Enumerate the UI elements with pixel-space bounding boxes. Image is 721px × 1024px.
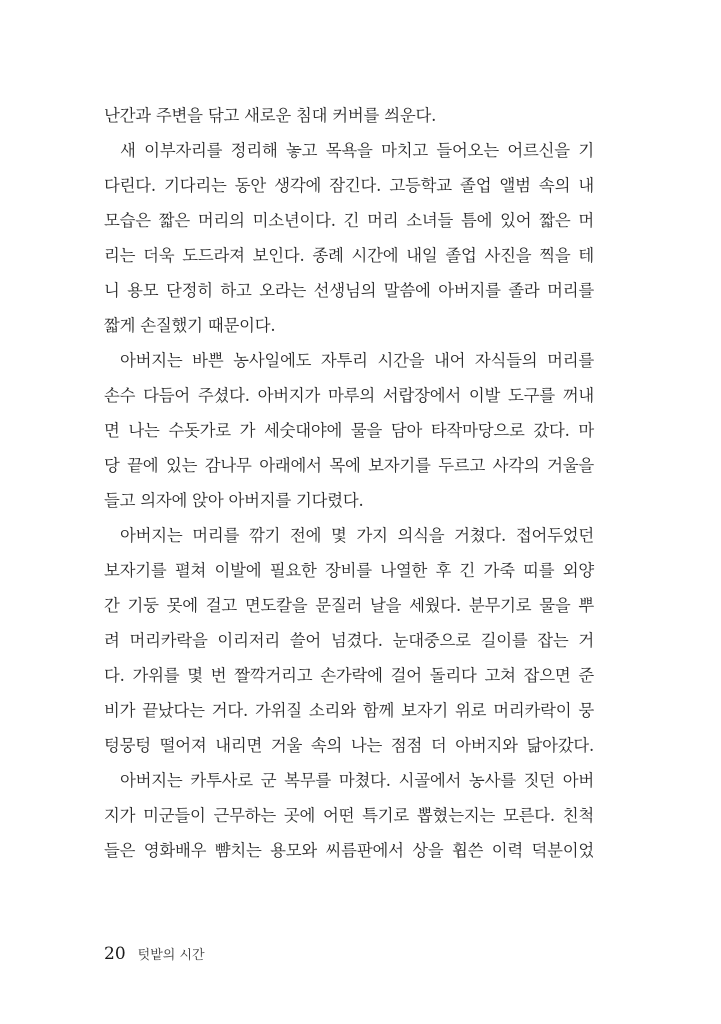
text-line: 다린다. 기다리는 동안 생각에 잠긴다. 고등학교 졸업 앨범 속의 내 bbox=[104, 176, 594, 195]
text-line: 비가 끝났다는 거다. 가위질 소리와 함께 보자기 위로 머리카락이 뭉 bbox=[104, 701, 594, 720]
text-line: 아버지는 바쁜 농사일에도 자투리 시간을 내어 자식들의 머리를 bbox=[120, 351, 594, 370]
page-footer bbox=[104, 944, 205, 972]
body-text bbox=[104, 98, 594, 868]
text-line: 아버지는 카투사로 군 복무를 마쳤다. 시골에서 농사를 짓던 아버 bbox=[120, 771, 594, 790]
running-title: 텃밭의 시간 bbox=[137, 948, 205, 963]
text-line: 려 머리카락을 이리저리 쓸어 넘겼다. 눈대중으로 길이를 잡는 거 bbox=[104, 631, 594, 650]
text-line: 니 용모 단정히 하고 오라는 선생님의 말씀에 아버지를 졸라 머리를 bbox=[104, 281, 594, 300]
text-line: 면 나는 수돗가로 가 세숫대야에 물을 담아 타작마당으로 갔다. 마 bbox=[104, 421, 594, 440]
text-line: 당 끝에 있는 감나무 아래에서 목에 보자기를 두르고 사각의 거울을 bbox=[104, 456, 594, 475]
text-line: 보자기를 펼쳐 이발에 필요한 장비를 나열한 후 긴 가죽 띠를 외양 bbox=[104, 561, 594, 580]
text-line: 다. 가위를 몇 번 짤깍거리고 손가락에 걸어 돌리다 고쳐 잡으면 준 bbox=[104, 666, 594, 685]
text-line: 모습은 짧은 머리의 미소년이다. 긴 머리 소녀들 틈에 있어 짧은 머 bbox=[104, 211, 594, 230]
text-line: 간 기둥 못에 걸고 면도칼을 문질러 날을 세웠다. 분무기로 물을 뿌 bbox=[104, 596, 594, 615]
text-line: 새 이부자리를 정리해 놓고 목욕을 마치고 들어오는 어르신을 기 bbox=[120, 141, 594, 160]
text-line: 지가 미군들이 근무하는 곳에 어떤 특기로 뽑혔는지는 모른다. 친척 bbox=[104, 806, 594, 825]
text-line: 들은 영화배우 뺨치는 용모와 씨름판에서 상을 휩쓴 이력 덕분이었 bbox=[104, 841, 594, 860]
page-number: 20 bbox=[104, 944, 126, 964]
text-line: 텅뭉텅 떨어져 내리면 거울 속의 나는 점점 더 아버지와 닮아갔다. bbox=[104, 736, 594, 755]
text-line: 난간과 주변을 닦고 새로운 침대 커버를 씌운다. bbox=[104, 106, 437, 125]
text-line: 짧게 손질했기 때문이다. bbox=[104, 316, 276, 335]
text-line: 손수 다듬어 주셨다. 아버지가 마루의 서랍장에서 이발 도구를 꺼내 bbox=[104, 386, 594, 405]
text-line: 리는 더욱 도드라져 보인다. 종례 시간에 내일 졸업 사진을 찍을 테 bbox=[104, 246, 594, 265]
text-line: 아버지는 머리를 깎기 전에 몇 가지 의식을 거쳤다. 접어두었던 bbox=[120, 526, 594, 545]
text-line: 들고 의자에 앉아 아버지를 기다렸다. bbox=[104, 491, 364, 510]
